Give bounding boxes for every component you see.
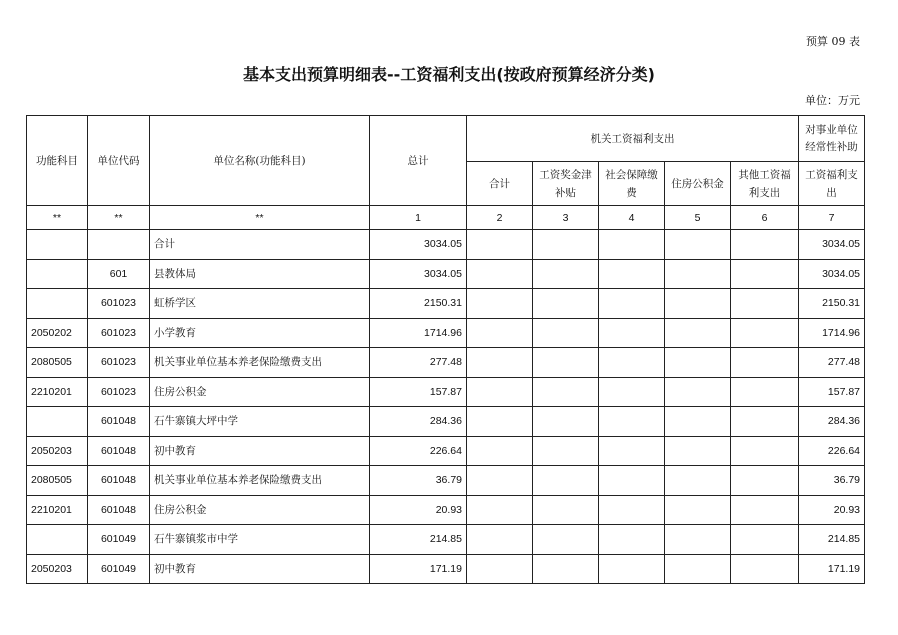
cell-unit-name: 小学教育 — [150, 318, 370, 348]
cell-total: 36.79 — [370, 466, 467, 496]
header-gov-group: 机关工资福利支出 — [467, 116, 799, 162]
cell-inst-salary: 171.19 — [799, 554, 865, 584]
form-number: 预算 09 表 — [806, 35, 860, 48]
budget-table — [26, 115, 865, 584]
header-other: 其他工资福利支出 — [731, 162, 799, 206]
cell-housing — [665, 259, 731, 289]
cell-func-code: 2210201 — [27, 377, 88, 407]
cell-other — [731, 495, 799, 525]
cell-inst-salary: 226.64 — [799, 436, 865, 466]
cell-housing — [665, 525, 731, 555]
header-social: 社会保障缴费 — [599, 162, 665, 206]
cell-inst-salary: 214.85 — [799, 525, 865, 555]
cell-func-code: 2050202 — [27, 318, 88, 348]
cell-other — [731, 554, 799, 584]
index-cell: 6 — [731, 206, 799, 230]
cell-social — [599, 495, 665, 525]
cell-func-code: 2080505 — [27, 466, 88, 496]
index-cell: ** — [88, 206, 150, 230]
cell-other — [731, 318, 799, 348]
cell-salary — [533, 230, 599, 260]
header-salary: 工资奖金津补贴 — [533, 162, 599, 206]
cell-unit-code: 601023 — [88, 348, 150, 378]
cell-total: 157.87 — [370, 377, 467, 407]
cell-salary — [533, 436, 599, 466]
cell-housing — [665, 230, 731, 260]
index-row — [27, 206, 865, 230]
cell-salary — [533, 377, 599, 407]
cell-salary — [533, 289, 599, 319]
table-row — [27, 407, 865, 437]
cell-func-code — [27, 230, 88, 260]
cell-housing — [665, 407, 731, 437]
cell-inst-salary: 1714.96 — [799, 318, 865, 348]
cell-total: 277.48 — [370, 348, 467, 378]
page-title: 基本支出预算明细表--工资福利支出(按政府预算经济分类) — [243, 65, 655, 84]
cell-total: 3034.05 — [370, 259, 467, 289]
cell-inst-salary: 2150.31 — [799, 289, 865, 319]
cell-subtotal — [467, 318, 533, 348]
cell-subtotal — [467, 554, 533, 584]
cell-total: 2150.31 — [370, 289, 467, 319]
cell-social — [599, 289, 665, 319]
cell-housing — [665, 436, 731, 466]
table-row — [27, 436, 865, 466]
cell-salary — [533, 348, 599, 378]
cell-func-code — [27, 289, 88, 319]
cell-subtotal — [467, 495, 533, 525]
header-func-code: 功能科目 — [27, 116, 88, 206]
cell-unit-name: 县教体局 — [150, 259, 370, 289]
cell-func-code — [27, 259, 88, 289]
cell-total: 1714.96 — [370, 318, 467, 348]
cell-inst-salary: 3034.05 — [799, 259, 865, 289]
table-row — [27, 318, 865, 348]
cell-inst-salary: 277.48 — [799, 348, 865, 378]
cell-inst-salary: 3034.05 — [799, 230, 865, 260]
cell-social — [599, 407, 665, 437]
cell-housing — [665, 554, 731, 584]
cell-subtotal — [467, 377, 533, 407]
cell-other — [731, 289, 799, 319]
cell-subtotal — [467, 259, 533, 289]
cell-subtotal — [467, 230, 533, 260]
cell-total: 20.93 — [370, 495, 467, 525]
cell-inst-salary: 157.87 — [799, 377, 865, 407]
index-cell: 4 — [599, 206, 665, 230]
cell-total: 3034.05 — [370, 230, 467, 260]
cell-subtotal — [467, 348, 533, 378]
cell-inst-salary: 284.36 — [799, 407, 865, 437]
cell-other — [731, 230, 799, 260]
cell-func-code: 2050203 — [27, 554, 88, 584]
cell-salary — [533, 259, 599, 289]
cell-other — [731, 407, 799, 437]
cell-unit-code: 601023 — [88, 318, 150, 348]
cell-housing — [665, 348, 731, 378]
table-row — [27, 348, 865, 378]
cell-unit-name: 虹桥学区 — [150, 289, 370, 319]
cell-subtotal — [467, 407, 533, 437]
cell-social — [599, 318, 665, 348]
cell-total: 171.19 — [370, 554, 467, 584]
cell-social — [599, 436, 665, 466]
header-unit-code: 单位代码 — [88, 116, 150, 206]
cell-other — [731, 525, 799, 555]
cell-unit-name: 初中教育 — [150, 554, 370, 584]
cell-other — [731, 348, 799, 378]
cell-housing — [665, 289, 731, 319]
cell-unit-name: 机关事业单位基本养老保险缴费支出 — [150, 348, 370, 378]
cell-other — [731, 436, 799, 466]
cell-subtotal — [467, 525, 533, 555]
cell-unit-name: 住房公积金 — [150, 377, 370, 407]
table-row — [27, 554, 865, 584]
cell-housing — [665, 466, 731, 496]
cell-unit-code — [88, 230, 150, 260]
cell-unit-code: 601048 — [88, 407, 150, 437]
cell-subtotal — [467, 466, 533, 496]
cell-func-code: 2050203 — [27, 436, 88, 466]
cell-unit-code: 601048 — [88, 436, 150, 466]
table-row — [27, 377, 865, 407]
table-row — [27, 230, 865, 260]
cell-salary — [533, 318, 599, 348]
table-row — [27, 466, 865, 496]
cell-unit-name: 机关事业单位基本养老保险缴费支出 — [150, 466, 370, 496]
table-row — [27, 259, 865, 289]
cell-unit-code: 601049 — [88, 554, 150, 584]
header-inst-group: 对事业单位经常性补助 — [799, 116, 865, 162]
cell-social — [599, 554, 665, 584]
cell-total: 284.36 — [370, 407, 467, 437]
index-cell: 5 — [665, 206, 731, 230]
cell-unit-name: 石牛寨镇大坪中学 — [150, 407, 370, 437]
cell-social — [599, 348, 665, 378]
index-cell: 3 — [533, 206, 599, 230]
cell-housing — [665, 377, 731, 407]
cell-social — [599, 230, 665, 260]
cell-salary — [533, 407, 599, 437]
cell-salary — [533, 466, 599, 496]
index-cell: ** — [150, 206, 370, 230]
index-cell: 1 — [370, 206, 467, 230]
cell-unit-code: 601 — [88, 259, 150, 289]
cell-func-code — [27, 407, 88, 437]
cell-unit-code: 601023 — [88, 289, 150, 319]
cell-unit-code: 601049 — [88, 525, 150, 555]
cell-salary — [533, 495, 599, 525]
cell-housing — [665, 495, 731, 525]
cell-total: 214.85 — [370, 525, 467, 555]
cell-unit-name: 合计 — [150, 230, 370, 260]
cell-subtotal — [467, 289, 533, 319]
cell-unit-code: 601048 — [88, 495, 150, 525]
cell-salary — [533, 554, 599, 584]
cell-other — [731, 377, 799, 407]
cell-unit-name: 住房公积金 — [150, 495, 370, 525]
cell-inst-salary: 20.93 — [799, 495, 865, 525]
cell-salary — [533, 525, 599, 555]
header-inst-salary: 工资福利支出 — [799, 162, 865, 206]
index-cell: 7 — [799, 206, 865, 230]
table-row — [27, 495, 865, 525]
cell-unit-name: 初中教育 — [150, 436, 370, 466]
header-unit-name: 单位名称(功能科目) — [150, 116, 370, 206]
cell-unit-name: 石牛寨镇浆市中学 — [150, 525, 370, 555]
cell-total: 226.64 — [370, 436, 467, 466]
cell-housing — [665, 318, 731, 348]
table-row — [27, 525, 865, 555]
cell-func-code: 2210201 — [27, 495, 88, 525]
cell-func-code — [27, 525, 88, 555]
cell-social — [599, 259, 665, 289]
table-row — [27, 289, 865, 319]
cell-other — [731, 466, 799, 496]
cell-subtotal — [467, 436, 533, 466]
cell-inst-salary: 36.79 — [799, 466, 865, 496]
cell-other — [731, 259, 799, 289]
cell-social — [599, 377, 665, 407]
cell-unit-code: 601023 — [88, 377, 150, 407]
cell-func-code: 2080505 — [27, 348, 88, 378]
header-housing: 住房公积金 — [665, 162, 731, 206]
index-cell: ** — [27, 206, 88, 230]
cell-social — [599, 525, 665, 555]
cell-unit-code: 601048 — [88, 466, 150, 496]
header-subtotal: 合计 — [467, 162, 533, 206]
index-cell: 2 — [467, 206, 533, 230]
unit-label: 单位：万元 — [805, 94, 860, 107]
header-total: 总计 — [370, 116, 467, 206]
cell-social — [599, 466, 665, 496]
